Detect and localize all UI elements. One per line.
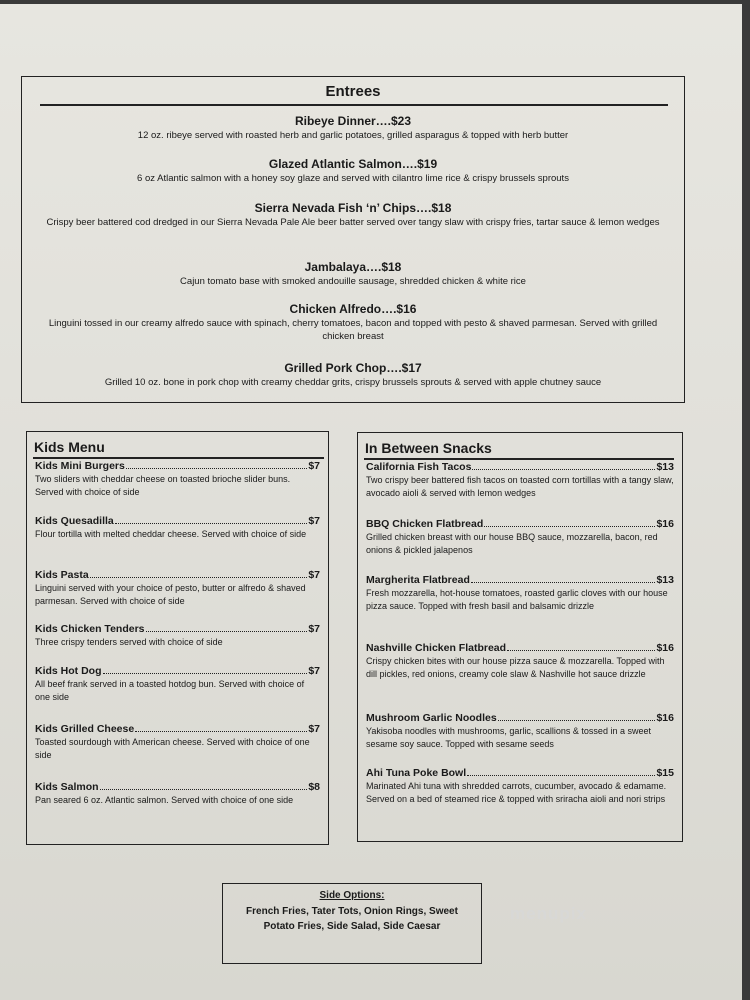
entree-item [32,301,674,343]
item-name: Mushroom Garlic Noodles [366,712,497,724]
item-name: Margherita Flatbread [366,574,470,586]
item-description: Yakisoba noodles with mushrooms, garlic, scallions & tossed in a sweet sesame soy sauce. Topped with sesame seeds [366,726,651,749]
entrees-divider [40,104,668,106]
item-description: Flour tortilla with melted cheddar cheese. Served with choice of side [35,529,307,539]
entree-name: Chicken Alfredo….$16 [289,302,417,316]
item-price: $7 [308,723,320,735]
dot-leader [103,673,308,674]
entree-description: 12 oz. ribeye served with roasted herb and garlic potatoes, grilled asparagus & topped with herb butter [137,130,569,141]
entree-description: 6 oz Atlantic salmon with a honey soy glaze and served with cilantro lime rice & crispy brussels sprouts [137,173,569,184]
entree-item [32,113,674,142]
snack-item [366,517,674,556]
snack-item [366,766,674,805]
item-price: $16 [656,712,674,724]
entree-item [32,200,674,229]
dot-leader [90,577,308,578]
item-price: $8 [308,781,320,793]
side-options-list: French Fries, Tater Tots, Onion Rings, Sweet Potato Fries, Side Salad, Side Caesar [246,906,458,932]
item-price: $7 [308,569,320,581]
item-price: $15 [656,767,674,779]
item-name: Kids Hot Dog [35,665,102,677]
item-price: $7 [308,460,320,472]
item-price: $7 [308,665,320,677]
item-description: Three crispy tenders served with choice of side [35,637,223,647]
snack-item [366,460,674,499]
dot-leader [471,582,656,583]
dot-leader [484,526,655,527]
entree-description: Cajun tomato base with smoked andouille sausage, shredded chicken & white rice [180,276,526,287]
item-price: $7 [308,515,320,527]
dot-leader [135,731,307,732]
item-price: $16 [656,642,674,654]
entree-description: Linguini tossed in our creamy alfredo sauce with spinach, cherry tomatoes, bacon and topped with pesto & shaved parmesan. Served with grilled chicken breast [48,318,658,342]
item-name: Kids Quesadilla [35,515,114,527]
item-description: Grilled chicken breast with our house BBQ sauce, mozzarella, bacon, red onions & pickled jalapenos [366,532,658,555]
item-description: Pan seared 6 oz. Atlantic salmon. Served with choice of one side [35,795,294,805]
item-name: Ahi Tuna Poke Bowl [366,767,467,779]
item-price: $13 [656,574,674,586]
entree-description: Crispy beer battered cod dredged in our Sierra Nevada Pale Ale beer batter served over tangy slaw with crispy fries, tartar sauce & lemon wedges [46,217,660,228]
item-description: Two sliders with cheddar cheese on toasted brioche slider buns. Served with choice of side [35,474,291,497]
snack-item [366,711,674,750]
kids-menu-item [35,514,320,541]
entrees-section [21,76,685,403]
entree-name: Sierra Nevada Fish ‘n’ Chips….$18 [254,201,452,215]
dot-leader [507,650,655,651]
snacks-title: In Between Snacks [365,440,492,456]
item-name: Kids Mini Burgers [35,460,125,472]
item-description: Fresh mozzarella, hot-house tomatoes, roasted garlic cloves with our house pizza sauce. Topped with fresh basil and balsamic drizzle [366,588,668,611]
entree-description: Grilled 10 oz. bone in pork chop with creamy cheddar grits, crispy brussels sprouts & served with apple chutney sauce [104,377,602,388]
item-description: Linguini served with your choice of pesto, butter or alfredo & shaved parmesan. Served with choice of side [35,583,306,606]
watermark: menupix [510,904,587,923]
kids-menu-item [35,459,320,498]
kids-menu-item [35,568,320,607]
kids-menu-item [35,664,320,703]
entree-name: Jambalaya….$18 [304,260,402,274]
item-name: Kids Salmon [35,781,99,793]
item-price: $16 [656,518,674,530]
snacks-section [357,432,683,842]
kids-menu-title: Kids Menu [34,439,105,455]
item-description: Toasted sourdough with American cheese. Served with choice of one side [35,737,310,760]
snack-item [366,641,674,680]
dot-leader [472,469,655,470]
item-price: $7 [308,623,320,635]
side-options-title: Side Options: [319,890,385,901]
item-name: Nashville Chicken Flatbread [366,642,507,654]
item-description: All beef frank served in a toasted hotdog bun. Served with choice of one side [35,679,305,702]
entree-item [32,259,674,288]
item-name: Kids Chicken Tenders [35,623,145,635]
dot-leader [100,789,308,790]
item-name: BBQ Chicken Flatbread [366,518,484,530]
snack-item [366,573,674,612]
item-description: Crispy chicken bites with our house pizza sauce & mozzarella. Topped with dill pickles, red onions, creamy cole slaw & Nashville hot sauce drizzle [366,656,665,679]
item-description: Marinated Ahi tuna with shredded carrots, cucumber, avocado & edamame. Served on a bed of steamed rice & topped with sriracha aioli and nori strips [366,781,667,804]
item-description: Two crispy beer battered fish tacos on toasted corn tortillas with a tangy slaw, avocado aioli & served with lemon wedges [366,475,674,498]
kids-menu-section [26,431,329,845]
entree-name: Ribeye Dinner….$23 [294,114,412,128]
side-options-box [222,883,482,964]
dot-leader [467,775,655,776]
entree-item [32,360,674,389]
kids-menu-item [35,722,320,761]
dot-leader [498,720,656,721]
item-name: California Fish Tacos [366,461,472,473]
item-price: $13 [656,461,674,473]
item-name: Kids Grilled Cheese [35,723,135,735]
kids-menu-item [35,780,320,807]
dot-leader [126,468,307,469]
entrees-title: Entrees [325,83,381,100]
entree-name: Glazed Atlantic Salmon….$19 [268,157,438,171]
dot-leader [115,523,308,524]
kids-menu-item [35,622,320,649]
entree-item [32,156,674,185]
entree-name: Grilled Pork Chop….$17 [284,361,422,375]
menu-page [0,4,742,1000]
dot-leader [146,631,308,632]
item-name: Kids Pasta [35,569,89,581]
